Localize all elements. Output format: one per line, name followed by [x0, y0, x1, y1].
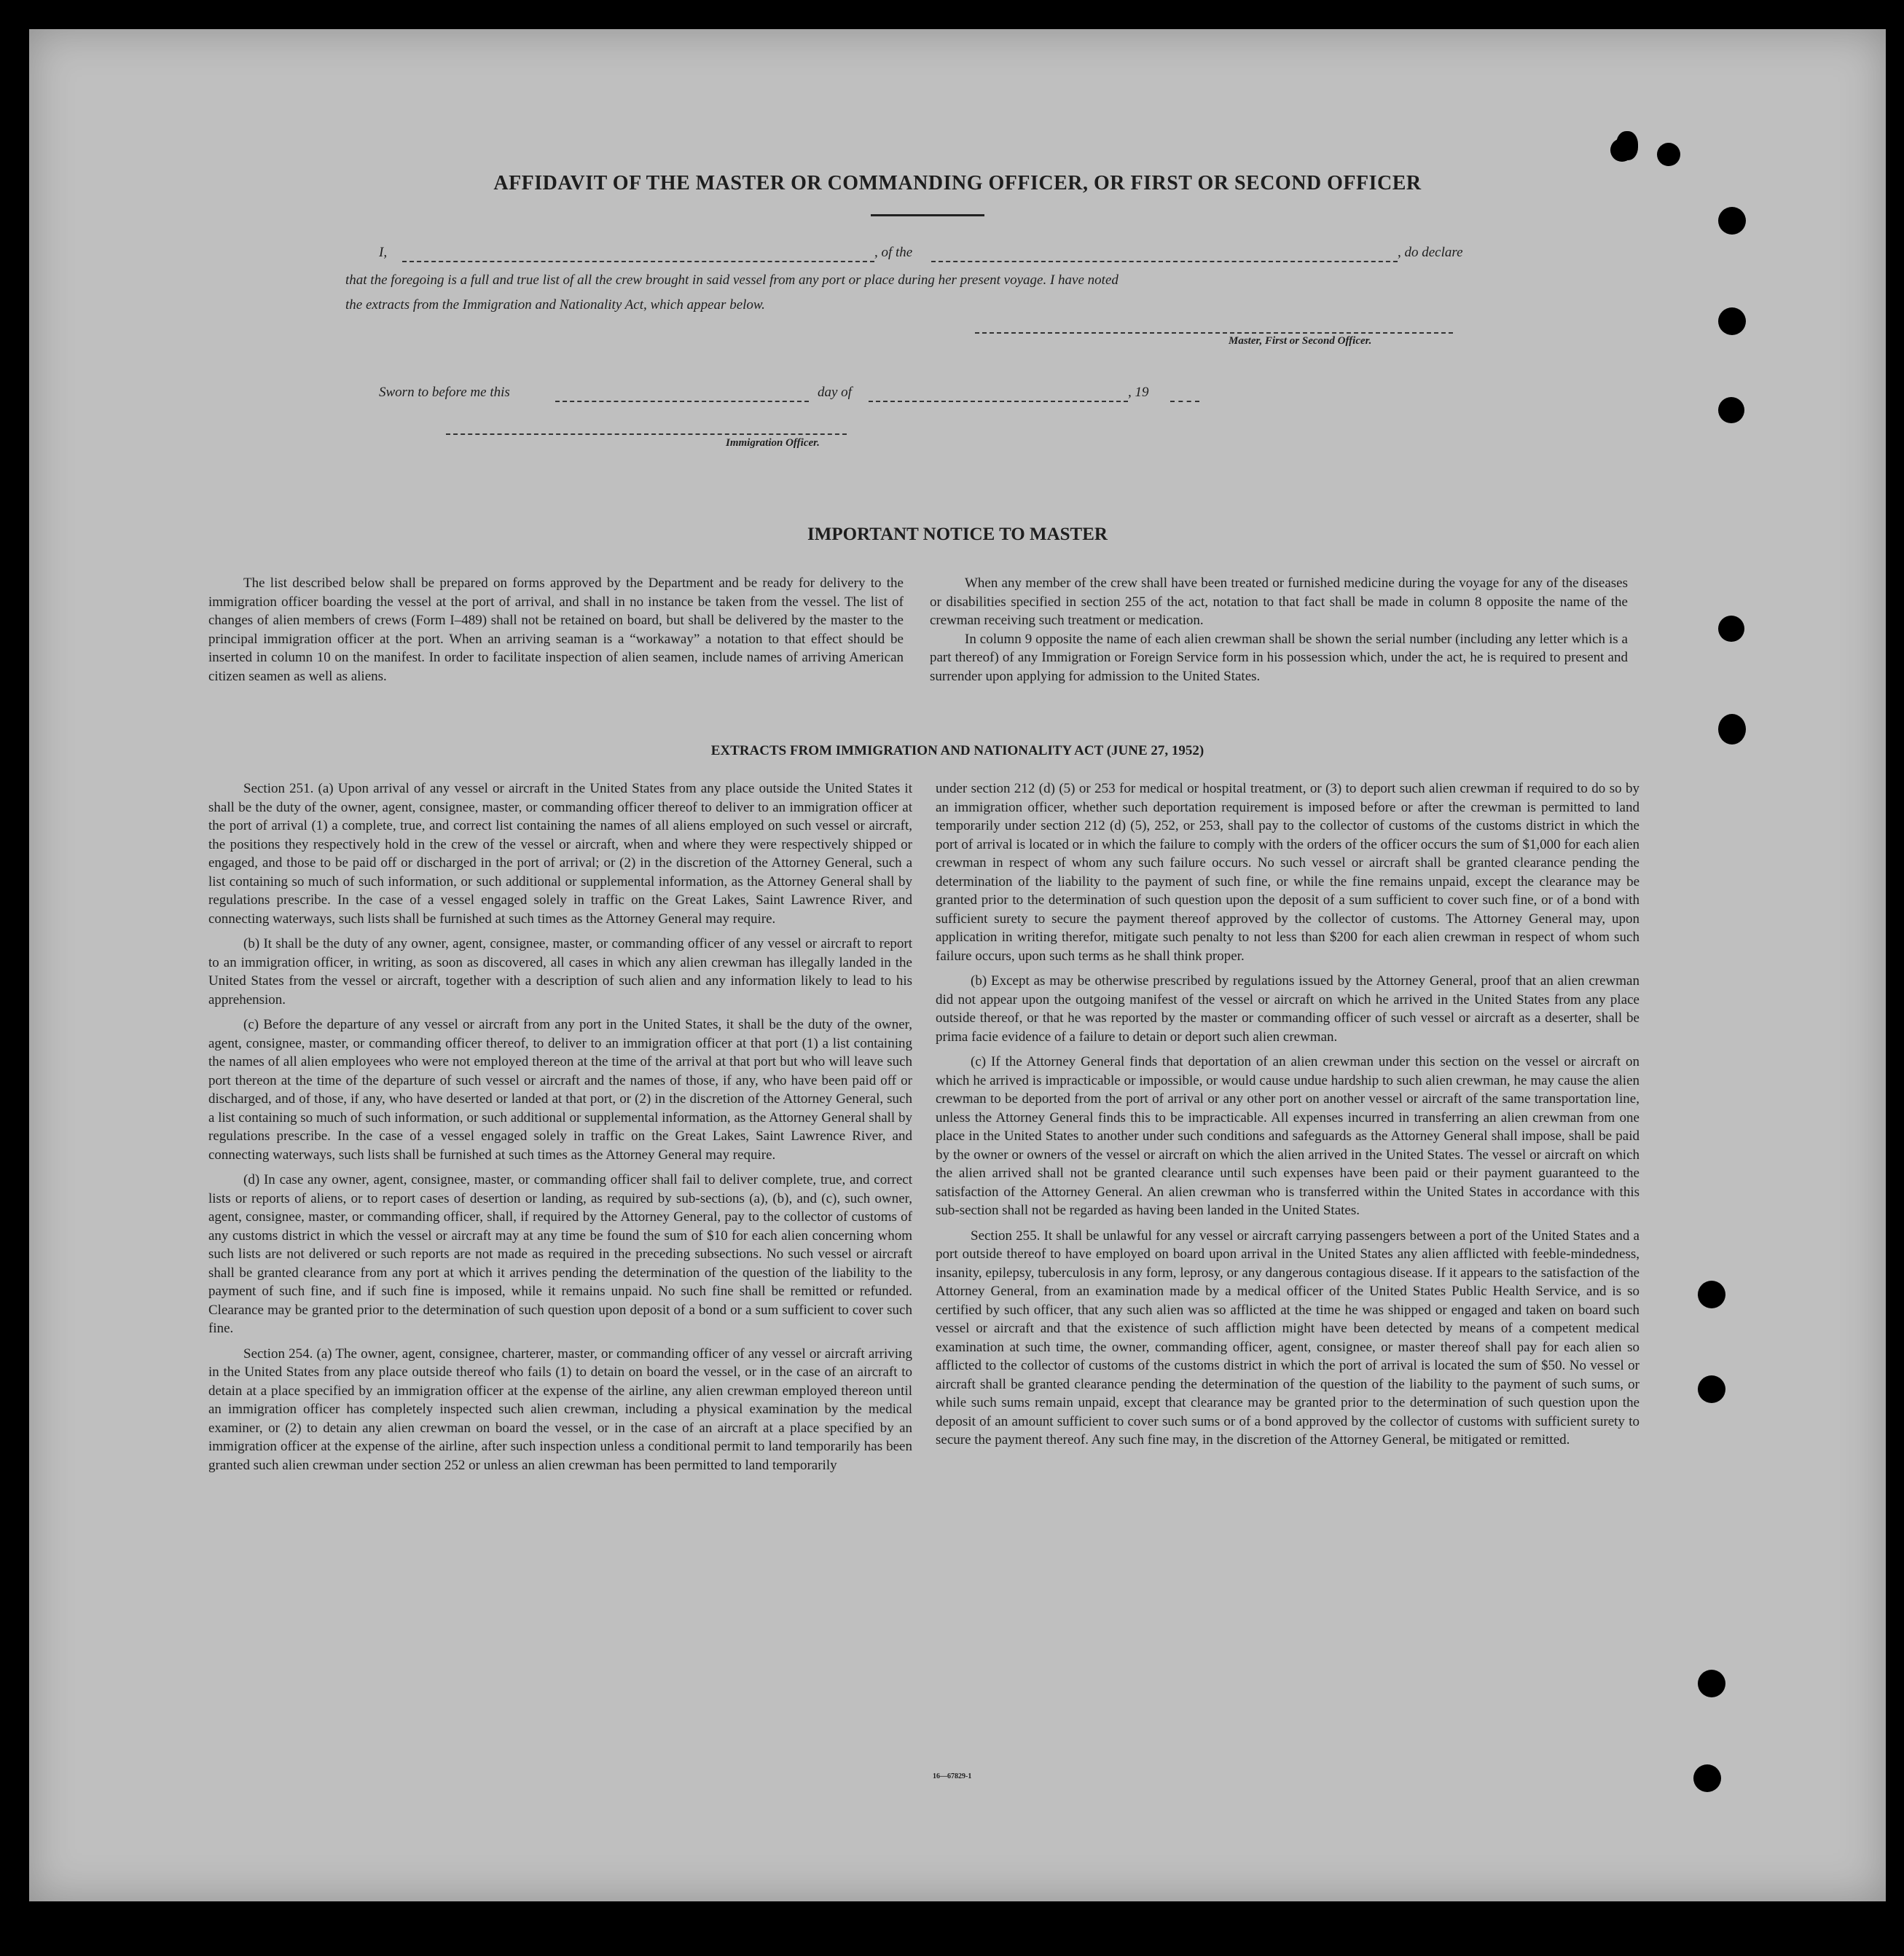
notice-left-column [208, 574, 904, 692]
extracts-right-column [936, 779, 1639, 1456]
punch-hole [1718, 307, 1746, 335]
declaration-i: I, [379, 245, 388, 260]
year-blank[interactable] [1170, 401, 1199, 402]
punch-hole [1610, 138, 1634, 162]
notice-right-paragraph-2: In column 9 opposite the name of each alien crewman shall be shown the serial number (including any letter which is a part thereof) of any Immigration or Foreign Service form in his possession which, under the act, he is required to present and surrender upon applying for admission to the United States. [930, 631, 1628, 684]
name-blank[interactable] [402, 261, 874, 262]
master-signature-line[interactable] [975, 332, 1453, 334]
declaration-line-2: that the foregoing is a full and true list of all the crew brought in said vessel from any port or place during her present voyage. I have noted [345, 272, 1118, 288]
day-of-label: day of [818, 385, 852, 400]
extracts-left-column [208, 779, 912, 1481]
section-254-b: (b) Except as may be otherwise prescribed by regulations issued by the Attorney General, proof that an alien crewman did not appear upon the outgoing manifest of the vessel or aircraft on which he arrived in the United States from any place outside thereof, or that he was reported by the master or commanding officer of such vessel or aircraft as a deserter, shall be prima facie evidence of a failure to detain or deport such alien crewman. [936, 973, 1639, 1045]
punch-hole [1718, 616, 1744, 642]
punch-hole [1698, 1670, 1725, 1697]
declaration-of-the: , of the [874, 245, 913, 260]
declaration-line-3: the extracts from the Immigration and Nationality Act, which appear below. [345, 297, 765, 313]
punch-hole [1693, 1764, 1721, 1792]
section-255: Section 255. It shall be unlawful for any vessel or aircraft carrying passengers between a port of the United States and a port outside thereof to have employed on board upon arrival in the United States any alien afflicted with feeble-mindedness, insanity, epilepsy, tuberculosis in any form, leprosy, or any dangerous contagious disease. If it appears to the satisfaction of the Attorney General, from an examination made by a medical officer of the United States Public Health Service, and is so certified by such officer, that any such alien was so afflicted at the time he was shipped or engaged and taken on board such vessel or aircraft and that the existence of such affliction might have been detected by means of a competent medical examination at such time, the owner, commanding officer, agent, consignee, or master thereof shall pay for each alien so afflicted to the collector of customs of the customs district in which the port of arrival is located the sum of $50. No vessel or aircraft shall be granted clearance pending the determination of the question of the liability to the payment of such sums, or while such sums remain unpaid, except that clearance may be granted prior to the determination of such question upon the deposit of an amount sufficient to cover such sums or of a bond approved by the collector of customs with sufficient surety to secure the payment thereof. Any such fine may, in the discretion of the Attorney General, be mitigated or remitted. [936, 1228, 1639, 1448]
section-251-b: (b) It shall be the duty of any owner, agent, consignee, master, or commanding officer of any vessel or aircraft to report to an immigration officer, in writing, as soon as discovered, all cases in which any alien crewman has illegally landed in the United States from the vessel or aircraft, together with a description of such alien and any information likely to lead to his apprehension. [208, 936, 912, 1008]
extracts-title: EXTRACTS FROM IMMIGRATION AND NATIONALITY ACT (JUNE 27, 1952) [710, 743, 1204, 758]
notice-right-paragraph-1: When any member of the crew shall have been treated or furnished medicine during the voyage for any of the diseases or disabilities specified in section 255 of the act, notation to that fact shall be made in column 8 opposite the name of the crewman receiving such treatment or medication. [930, 576, 1628, 628]
title-rule [871, 214, 984, 216]
punch-hole [1718, 714, 1746, 745]
year-label: , 19 [1128, 385, 1149, 400]
sworn-date-blank[interactable] [555, 401, 809, 402]
section-251-a: Section 251. (a) Upon arrival of any vessel or aircraft in the United States from any place outside the United States it shall be the duty of the owner, agent, consignee, master, or commanding officer thereof to deliver to an immigration officer at the port of arrival (1) a complete, true, and correct list containing the names of all aliens employed on such vessel or aircraft, the positions they respectively hold in the crew of the vessel or aircraft, when and where they were respectively shipped or engaged, and those to be paid off or discharged in the port of arrival; or (2) in the discretion of the Attorney General, such a list containing so much of such information, or such additional or supplemental information, as the Attorney General shall by regulations prescribe. In the case of a vessel engaged solely in traffic on the Great Lakes, Saint Lawrence River, and connecting waterways, such lists shall be furnished at such times as the Attorney General may require. [208, 781, 912, 927]
punch-hole [1718, 397, 1744, 423]
print-code: 16—67829-1 [933, 1772, 972, 1780]
declaration-do-declare: , do declare [1398, 245, 1463, 260]
immigration-officer-caption: Immigration Officer. [726, 437, 820, 449]
document-page [29, 29, 1886, 1901]
punch-hole [1718, 207, 1746, 235]
sworn-label: Sworn to before me this [379, 385, 510, 400]
vessel-blank[interactable] [931, 261, 1398, 262]
punch-hole [1698, 1375, 1725, 1403]
punch-hole [1657, 143, 1680, 166]
master-signature-caption: Master, First or Second Officer. [1229, 335, 1372, 347]
punch-hole [1698, 1281, 1725, 1308]
section-251-c: (c) Before the departure of any vessel or aircraft from any port in the United States, it shall be the duty of the owner, agent, consignee, master, or commanding officer thereof, to deliver to an immigration officer at that port (1) a list containing the names of all alien employees who were not employed thereon at the time of the arrival at that port but who will leave such port thereon at the time of the departure of such vessel or aircraft and the names of those, if any, who have been paid off or discharged, and of those, if any, who have deserted or landed at that port, or (2) in the discretion of the Attorney General, such a list containing so much of such information, or such additional or supplemental information, as the Attorney General shall by regulations prescribe. In the case of a vessel engaged solely in traffic on the Great Lakes, Saint Lawrence River, and connecting waterways, such lists shall be furnished at such times as the Attorney General may require. [208, 1017, 912, 1163]
notice-left-paragraph: The list described below shall be prepared on forms approved by the Department and be ready for delivery to the immigration officer boarding the vessel at the port of arrival, and shall in no instance be taken from the vessel. The list of changes of alien members of crews (Form I–489) shall not be retained on board, but shall be delivered by the master to the principal immigration officer at the port. When an arriving seaman is a “workaway” a notation to that effect should be inserted in column 10 on the manifest. In order to facilitate inspection of alien seamen, include names of arriving American citizen seamen as well as aliens. [208, 576, 904, 684]
notice-right-column [930, 574, 1628, 692]
affidavit-title: AFFIDAVIT OF THE MASTER OR COMMANDING OFFICER, OR FIRST OR SECOND OFFICER [493, 172, 1422, 195]
section-254-c: (c) If the Attorney General finds that deportation of an alien crewman under this section on the vessel or aircraft on which he arrived is impracticable or impossible, or would cause undue hardship to such alien crewman, he may cause the alien crewman to be deported from the port of arrival or any other port on another vessel or aircraft of the same transportation line, unless the Attorney General finds this to be impracticable. All expenses incurred in transferring an alien crewman from one place in the United States to another under such conditions and safeguards as the Attorney General shall impose, shall be paid by the owner or owners of the vessel or aircraft on which the alien arrived in the United States. The vessel or aircraft on which the alien arrived shall not be granted clearance until such expenses have been paid or their payment guaranteed to the satisfaction of the Attorney General. An alien crewman who is transferred within the United States in accordance with this sub-section shall not be regarded as having been landed in the United States. [936, 1054, 1639, 1218]
immigration-officer-line[interactable] [446, 433, 847, 435]
section-254-a-continued: under section 212 (d) (5) or 253 for medical or hospital treatment, or (3) to deport such alien crewman if required to do so by an immigration officer, whether such deportation requirement is imposed before or after the crewman is permitted to land temporarily under section 212 (d) (5), 252, or 253, shall pay to the collector of customs of the customs district in which the port of arrival is located or in which the failure to comply with the orders of the officer occurs the sum of $1,000 for each alien crewman in respect of whom any such failure occurs. No such vessel or aircraft shall be granted clearance pending the determination of the liability to the payment of such fine, or while the fine remains unpaid, except the clearance may be granted prior to the determination of such question upon the deposit of a sum sufficient to cover such fine, or of a bond with sufficient surety to secure the payment thereof approved by the collector of customs. The Attorney General may, upon application in writing therefor, mitigate such penalty to not less than $200 for each alien crewman in respect of whom such failure occurs, upon such terms as he shall think proper. [936, 781, 1639, 964]
month-blank[interactable] [869, 401, 1128, 402]
notice-title: IMPORTANT NOTICE TO MASTER [807, 525, 1108, 544]
section-251-d: (d) In case any owner, agent, consignee, master, or commanding officer shall fail to deliver complete, true, and correct lists or reports of aliens, or to report cases of desertion or landing, as required by sub-sections (a), (b), and (c), such owner, agent, consignee, master, or commanding officer, shall, if required by the Attorney General, pay to the collector of customs of any customs district in which the vessel or aircraft may at any time be found the sum of $10 for each alien concerning whom such lists are not delivered or such reports are not made as required in the preceding subsections. No such vessel or aircraft shall be granted clearance from any port at which it arrives pending the determination of the question of the liability to the payment of such fine, and if such fine is imposed, while it remains unpaid. No such fine shall be remitted or refunded. Clearance may be granted prior to the determination of such question upon deposit of a bond or a sum sufficient to cover such fine. [208, 1172, 912, 1336]
section-254-a: Section 254. (a) The owner, agent, consignee, charterer, master, or commanding officer of any vessel or aircraft arriving in the United States from any place outside thereof who fails (1) to detain on board the vessel, or in the case of an aircraft to detain at a place specified by an immigration officer at the expense of the airline, any alien crewman employed thereon until an immigration officer has completely inspected such alien crewman, including a physical examination by the medical examiner, or (2) to detain any alien crewman on board the vessel, or in the case of an aircraft at a place specified by an immigration officer at the expense of the airline, after such inspection unless a conditional permit to land temporarily has been granted such alien crewman under section 252 or unless an alien crewman has been permitted to land temporarily [208, 1346, 912, 1473]
